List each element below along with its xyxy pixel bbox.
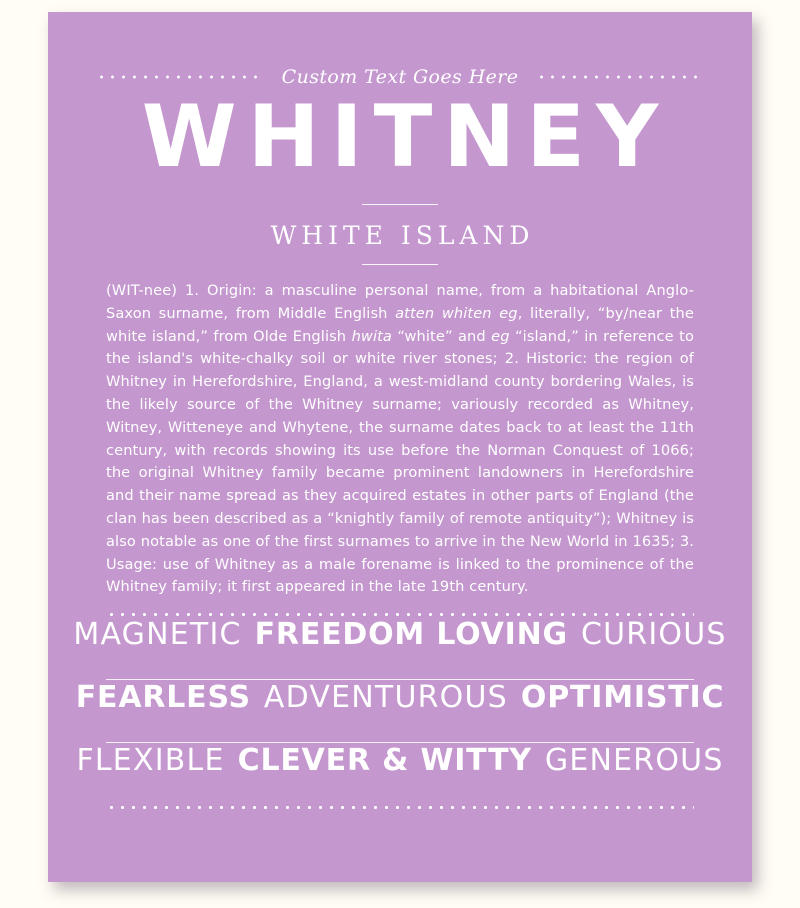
divider-below-meaning xyxy=(362,264,438,265)
trait-word: FREEDOM LOVING xyxy=(254,617,568,652)
trait-row xyxy=(73,617,727,679)
traits-block xyxy=(73,612,727,810)
trait-word: CURIOUS xyxy=(580,617,727,652)
traits-dotted-rule-bottom xyxy=(106,805,694,810)
trait-word: OPTIMISTIC xyxy=(520,680,725,715)
name-description: (WIT-nee) 1. Origin: a masculine personal name, from a habitational Anglo-Saxon surname, from Middle English atten whiten eg, literally, “by/near the white island,” from Olde English hwita “white” and eg “island,” in reference to the island's white-chalky soil or white river stones; 2. Historic: the region of Whitney in Herefordshire, England, a west-midland county bordering Wales, is the likely source of the Whitney surname; variously recorded as Whitney, Witney, Witteneye and Whytene, the surname dates back to at least the 11th century, with records showing its use before the Norman Conquest of 1066; the original Whitney family became prominent landowners in Herefordshire and their name spread as they acquired estates in other parts of England (the clan has been described as a “knightly family of remote antiquity”); Whitney is also notable as one of the first surnames to arrive in the New World in 1635; 3. Usage: use of Whitney as a male forename is linked to the prominence of the Whitney family; it first appeared in the late 19th century. xyxy=(106,282,694,596)
meaning-block xyxy=(48,204,752,265)
trait-word: MAGNETIC xyxy=(73,617,242,652)
name-meaning: WHITE ISLAND xyxy=(270,221,535,250)
trait-word: GENEROUS xyxy=(544,743,724,778)
trait-word: FEARLESS xyxy=(75,680,251,715)
dotted-rule-right xyxy=(536,75,704,79)
divider-above-meaning xyxy=(362,204,438,205)
name-art-poster xyxy=(48,12,752,882)
dotted-rule-left xyxy=(96,75,264,79)
trait-row xyxy=(76,743,724,805)
trait-word: ADVENTUROUS xyxy=(263,680,508,715)
trait-word: FLEXIBLE xyxy=(76,743,225,778)
page-title: WHITNEY xyxy=(141,87,670,187)
trait-word: CLEVER & WITTY xyxy=(237,743,532,778)
custom-text: Custom Text Goes Here xyxy=(281,66,519,88)
trait-row xyxy=(75,680,725,742)
